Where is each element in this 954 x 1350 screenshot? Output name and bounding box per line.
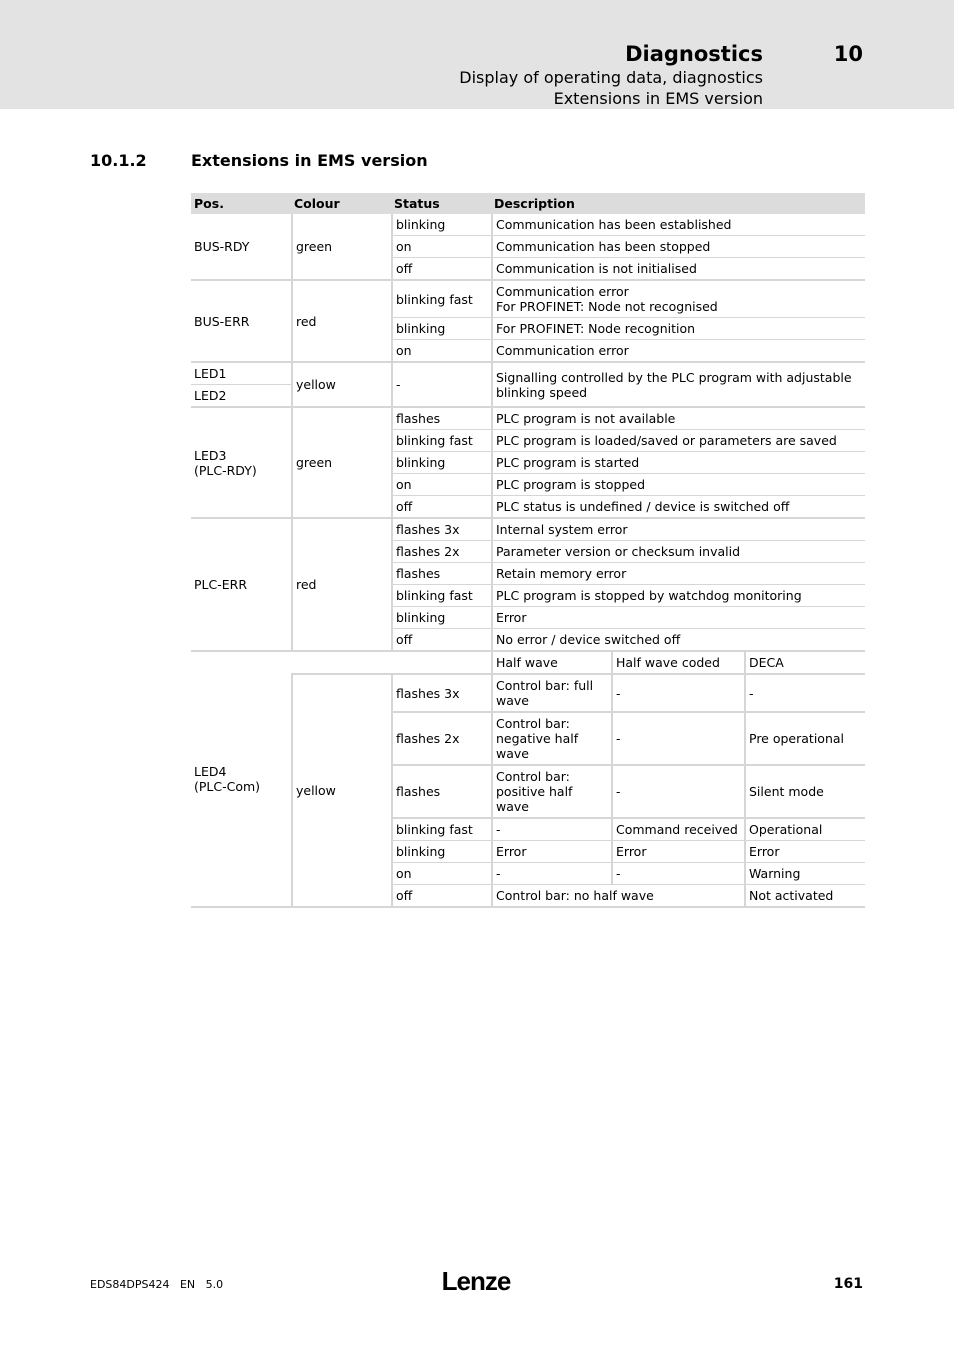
half-wave-coded-cell: - (611, 675, 744, 713)
deca-cell: Not activated (744, 885, 865, 908)
description-line: For PROFINET: Node not recognised (496, 299, 718, 314)
status-cell: off (391, 629, 491, 652)
status-cell: off (391, 258, 491, 281)
logo-text: Lenze (441, 1266, 511, 1296)
half-wave-coded-cell: Error (611, 841, 744, 863)
deca-cell: - (744, 675, 865, 713)
status-cell: blinking (391, 214, 491, 236)
header-subtitle: Extensions in EMS version (553, 89, 763, 108)
doc-language: EN (179, 1278, 196, 1291)
description-line: Communication error (496, 284, 629, 299)
status-cell: blinking (391, 318, 491, 340)
table-row (191, 408, 865, 430)
subheader-deca: DECA (744, 652, 865, 675)
description-cell: Communication error (491, 340, 865, 363)
status-cell: blinking (391, 452, 491, 474)
page-number: 161 (833, 1276, 863, 1292)
led-status-table (191, 193, 865, 908)
pos-line: (PLC-RDY) (194, 462, 257, 478)
status-cell: - (391, 363, 491, 408)
column-header: Pos. (191, 193, 291, 214)
colour-cell: green (291, 408, 391, 519)
chapter-number: 10 (833, 42, 863, 66)
colour-cell: red (291, 519, 391, 652)
colour-cell: green (291, 214, 391, 281)
colour-cell: yellow (291, 363, 391, 408)
description-cell: No error / device switched off (491, 629, 865, 652)
description-cell: Parameter version or checksum invalid (491, 541, 865, 563)
table-row (191, 675, 865, 713)
table-row (191, 214, 865, 236)
half-wave-cell: - (491, 819, 611, 841)
description-cell: Retain memory error (491, 563, 865, 585)
pos-cell (191, 652, 291, 908)
status-cell: blinking fast (391, 430, 491, 452)
colour-cell: red (291, 281, 391, 363)
description-line: blinking speed (496, 384, 588, 400)
pos-cell: PLC-ERR (191, 519, 291, 652)
status-cell: on (391, 340, 491, 363)
cell-line: wave (496, 693, 529, 708)
description-cell: Communication is not initialised (491, 258, 865, 281)
pos-line: (PLC-Com) (194, 779, 261, 794)
half-wave-coded-cell: - (611, 713, 744, 766)
pos-cell: LED2 (191, 385, 291, 408)
status-cell: on (391, 236, 491, 258)
status-cell: flashes (391, 766, 491, 819)
status-cell: flashes 2x (391, 541, 491, 563)
cell-line: positive half wave (496, 784, 573, 814)
description-cell (491, 281, 865, 318)
deca-cell: Pre operational (744, 713, 865, 766)
half-wave-cell (491, 713, 611, 766)
column-header: Colour (291, 193, 391, 214)
pos-cell: BUS-ERR (191, 281, 291, 363)
table-row (191, 519, 865, 541)
description-cell: PLC program is started (491, 452, 865, 474)
pos-cell: LED1 (191, 363, 291, 385)
column-header: Status (391, 193, 491, 214)
status-cell: on (391, 474, 491, 496)
pos-line: LED3 (194, 447, 227, 463)
half-wave-cell: Control bar: no half wave (491, 885, 744, 908)
half-wave-cell (491, 766, 611, 819)
description-cell: PLC program is not available (491, 408, 865, 430)
description-cell: Internal system error (491, 519, 865, 541)
status-cell: flashes (391, 408, 491, 430)
cell-line: negative half (496, 731, 579, 746)
description-line: Signalling controlled by the PLC program with adjustable (496, 369, 852, 385)
description-cell: PLC program is loaded/saved or parameters are saved (491, 430, 865, 452)
description-cell: Error (491, 607, 865, 629)
deca-cell: Operational (744, 819, 865, 841)
half-wave-coded-cell: Command received (611, 819, 744, 841)
deca-cell: Warning (744, 863, 865, 885)
subheader-half-wave: Half wave (491, 652, 611, 675)
status-cell: blinking fast (391, 819, 491, 841)
section-number: 10.1.2 (90, 151, 147, 170)
column-header: Description (491, 193, 865, 214)
status-cell: blinking (391, 841, 491, 863)
description-cell (491, 363, 865, 408)
half-wave-cell: - (491, 863, 611, 885)
description-cell: PLC status is undefined / device is switched off (491, 496, 865, 519)
description-cell: Communication has been stopped (491, 236, 865, 258)
description-cell: PLC program is stopped by watchdog monitoring (491, 585, 865, 607)
chapter-title: Diagnostics (625, 42, 763, 66)
table-row (191, 652, 865, 675)
description-cell: Communication has been established (491, 214, 865, 236)
half-wave-cell: Error (491, 841, 611, 863)
table-row (191, 363, 865, 385)
status-cell: flashes (391, 563, 491, 585)
doc-version: 5.0 (205, 1278, 224, 1291)
cell-line: Control bar: (496, 769, 570, 784)
cell-line: Control bar: full (496, 678, 594, 693)
cell-line: Control bar: (496, 716, 570, 731)
status-cell: off (391, 496, 491, 519)
status-cell: flashes 2x (391, 713, 491, 766)
description-cell: For PROFINET: Node recognition (491, 318, 865, 340)
table-row (191, 281, 865, 318)
lenze-logo (438, 1264, 514, 1298)
pos-line: LED4 (194, 764, 227, 779)
header-subtitle: Display of operating data, diagnostics (459, 68, 763, 87)
pos-cell: BUS-RDY (191, 214, 291, 281)
doc-number: EDS84DPS424 (90, 1278, 170, 1291)
half-wave-coded-cell: - (611, 863, 744, 885)
half-wave-coded-cell: - (611, 766, 744, 819)
subheader-half-wave-coded: Half wave coded (611, 652, 744, 675)
status-cell: blinking fast (391, 585, 491, 607)
status-cell: blinking (391, 607, 491, 629)
cell-line: wave (496, 746, 529, 761)
table-header-row (191, 193, 865, 214)
status-cell: blinking fast (391, 281, 491, 318)
colour-cell: yellow (291, 675, 391, 908)
description-cell: PLC program is stopped (491, 474, 865, 496)
footer-document-id (90, 1278, 223, 1291)
deca-cell: Error (744, 841, 865, 863)
section-title: Extensions in EMS version (191, 151, 428, 170)
deca-cell: Silent mode (744, 766, 865, 819)
half-wave-cell (491, 675, 611, 713)
status-cell: off (391, 885, 491, 908)
status-cell: on (391, 863, 491, 885)
page-header (0, 0, 954, 109)
empty-cell (291, 652, 491, 675)
status-cell: flashes 3x (391, 675, 491, 713)
status-cell: flashes 3x (391, 519, 491, 541)
pos-cell (191, 408, 291, 519)
